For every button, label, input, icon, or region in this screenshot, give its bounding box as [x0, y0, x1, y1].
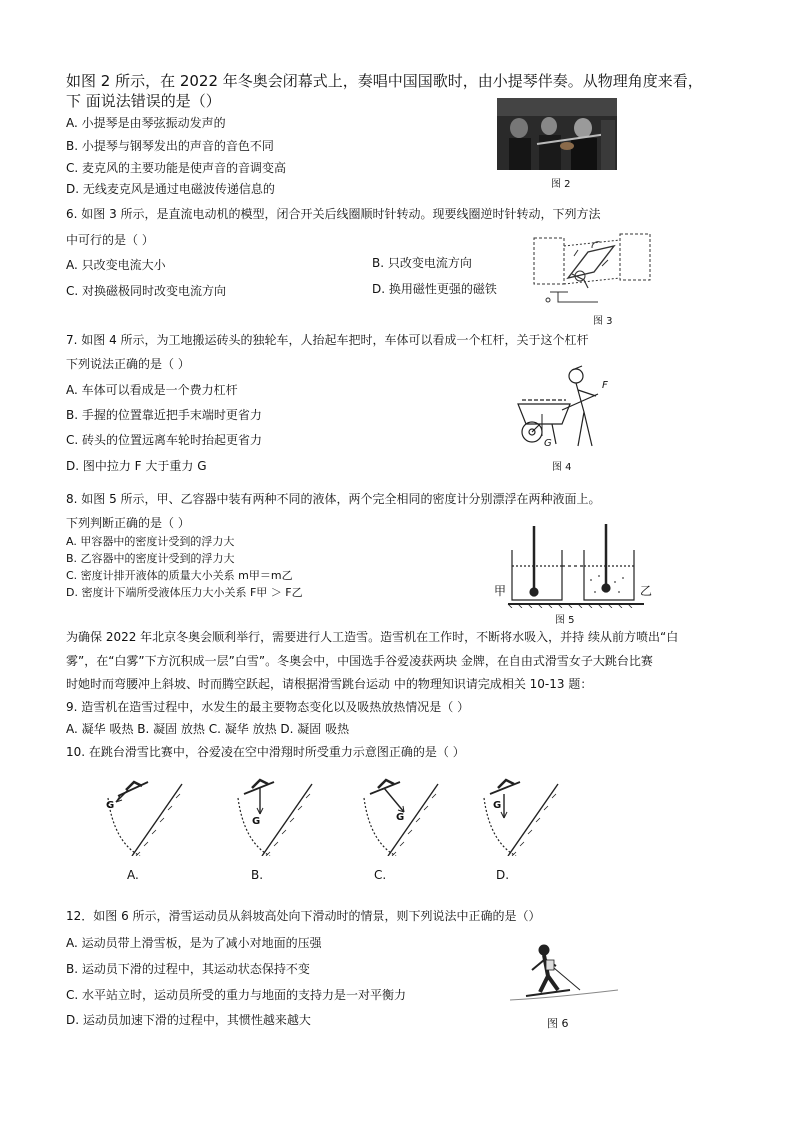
q10-figure-a [104, 772, 186, 856]
q5-stem-line2: 下 面说法错误的是（） [66, 92, 221, 110]
container-yi-label: 乙 [640, 584, 653, 598]
q7-stem-line2: 下列说法正确的是（ ） [66, 357, 190, 371]
figure-6-skier-photo [510, 940, 622, 1006]
q7-option-c: C. 砖头的位置远离车轮时抬起更省力 [66, 433, 263, 447]
figure-5-caption: 图 5 [555, 615, 575, 626]
figure-5-hydrometer-diagram [494, 520, 656, 608]
q12-option-c: C. 水平站立时，运动员所受的重力与地面的支持力是一对平衡力 [66, 988, 407, 1002]
figure-3-motor-diagram [528, 226, 656, 310]
figure-4-wheelbarrow-diagram [512, 360, 617, 455]
q6-stem-line1: 6. 如图 3 所示，是直流电动机的模型，闭合开关后线圈顺时针转动。现要线圈逆时针转动，下列方法 [66, 207, 601, 221]
q10-figure-c [360, 772, 442, 856]
q8-stem-line1: 8. 如图 5 所示，甲、乙容器中装有两种不同的液体，两个完全相同的密度计分别漂浮在两种液面上。 [66, 492, 601, 506]
gravity-g-label: G [544, 438, 552, 449]
intro-line3: 时她时而弯腰冲上斜坡、时而腾空跃起，请根据滑雪跳台运动 中的物理知识请完成相关 10-13 题： [66, 677, 593, 691]
q8-option-c: C. 密度计排开液体的质量大小关系 m甲＝m乙 [66, 569, 293, 582]
q7-option-a: A. 车体可以看成是一个费力杠杆 [66, 383, 238, 397]
force-f-label: F [602, 380, 608, 391]
q8-stem-line2: 下列判断正确的是（ ） [66, 516, 190, 530]
q10-d-g-label: G [493, 800, 502, 811]
q8-option-a: A. 甲容器中的密度计受到的浮力大 [66, 535, 235, 548]
q10-b-g-label: G [252, 816, 261, 827]
q12-option-d: D. 运动员加速下滑的过程中，其惯性越来越大 [66, 1013, 311, 1027]
q5-option-d: D. 无线麦克风是通过电磁波传递信息的 [66, 182, 275, 196]
figure-2-caption: 图 2 [551, 179, 571, 190]
q10-a-g-label: G [106, 800, 115, 811]
q10-figure-b [234, 772, 316, 856]
q5-stem-line1: 如图 2 所示，在 2022 年冬奥会闭幕式上，奏唱中国国歌时，由小提琴伴奏。从物理角度来看， [66, 72, 703, 90]
q12-option-a: A. 运动员带上滑雪板，是为了减小对地面的压强 [66, 936, 322, 950]
q6-option-d: D. 换用磁性更强的磁铁 [372, 282, 497, 296]
figure-3-caption: 图 3 [593, 316, 613, 327]
intro-line2: 雾”，在“白雾”下方沉积成一层”白雪”。冬奥会中，中国选手谷爱凌获两块 金牌，在自由式滑雪女子大跳台比赛 [66, 654, 653, 668]
q6-option-c: C. 对换磁极同时改变电流方向 [66, 284, 227, 298]
q10-option-c: C. [374, 868, 387, 882]
q10-option-d: D. [496, 868, 510, 882]
q10-option-a: A. [127, 868, 139, 882]
q9-options: A. 凝华 吸热 B. 凝固 放热 C. 凝华 放热 D. 凝固 吸热 [66, 722, 350, 736]
q10-figure-d [480, 772, 562, 856]
q6-option-b: B. 只改变电流方向 [372, 256, 472, 270]
q6-option-a: A. 只改变电流大小 [66, 258, 166, 272]
q10-stem: 10. 在跳台滑雪比赛中，谷爱凌在空中滑翔时所受重力示意图正确的是（ ） [66, 745, 465, 759]
q12-option-b: B. 运动员下滑的过程中，其运动状态保持不变 [66, 962, 310, 976]
q5-option-c: C. 麦克风的主要功能是使声音的音调变高 [66, 161, 287, 175]
figure-2-violin-photo [497, 98, 617, 170]
q7-option-d: D. 图中拉力 F 大于重力 G [66, 459, 207, 473]
figure-6-caption: 图 6 [547, 1017, 569, 1030]
intro-line1: 为确保 2022 年北京冬奥会顺利举行，需要进行人工造雪。造雪机在工作时，不断将水吸入，并持 续从前方喷出“白 [66, 630, 679, 644]
q7-stem-line1: 7. 如图 4 所示，为工地搬运砖头的独轮车，人抬起车把时，车体可以看成一个杠杆，关于这个杠杆 [66, 333, 589, 347]
q5-option-b: B. 小提琴与钢琴发出的声音的音色不同 [66, 139, 274, 153]
q8-option-d: D. 密度计下端所受液体压力大小关系 F甲 ＞ F乙 [66, 586, 303, 599]
figure-4-caption: 图 4 [552, 462, 572, 473]
container-jia-label: 甲 [494, 584, 507, 598]
q10-c-g-label: G [396, 812, 405, 823]
q8-option-b: B. 乙容器中的密度计受到的浮力大 [66, 552, 235, 565]
q5-option-a: A. 小提琴是由琴弦振动发声的 [66, 116, 226, 130]
q9-stem: 9. 造雪机在造雪过程中，水发生的最主要物态变化以及吸热放热情况是（ ） [66, 700, 470, 714]
q10-option-b: B. [251, 868, 264, 882]
q6-stem-line2: 中可行的是（ ） [66, 233, 154, 247]
q12-stem: 12．如图 6 所示，滑雪运动员从斜坡高处向下滑动时的情景，则下列说法中正确的是（） [66, 909, 541, 923]
q7-option-b: B. 手握的位置靠近把手末端时更省力 [66, 408, 262, 422]
